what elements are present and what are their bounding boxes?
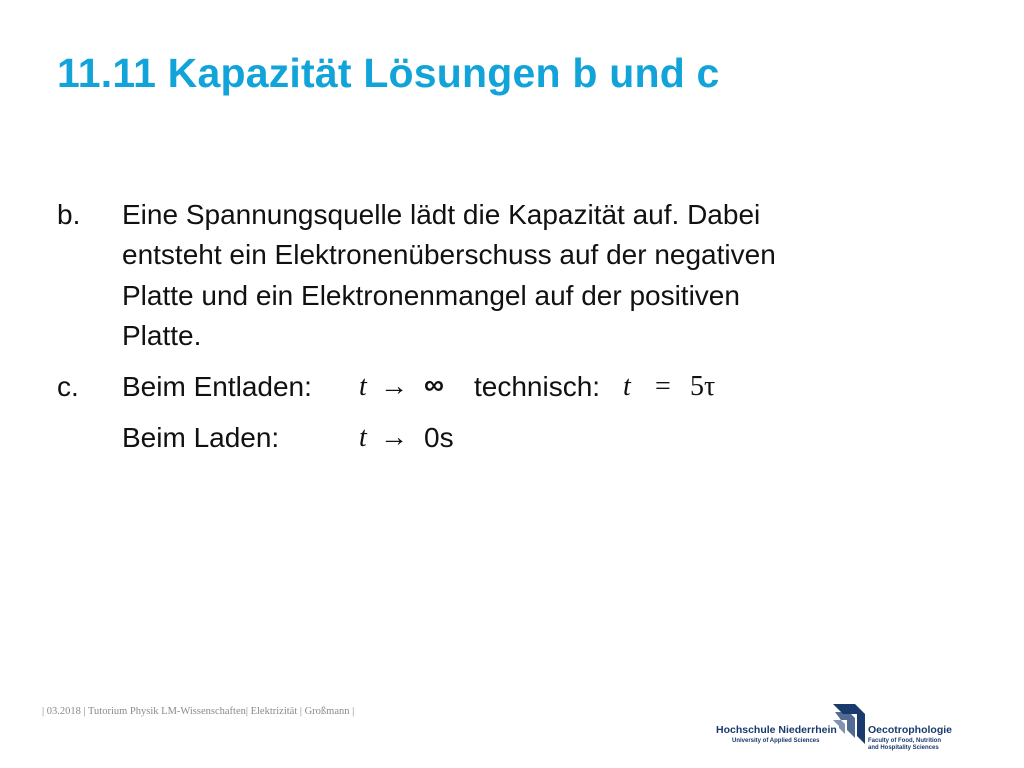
item-b-line-4: Platte. xyxy=(122,320,202,351)
charge-limit: 0s xyxy=(424,422,454,453)
technical-label: technisch: xyxy=(474,371,601,402)
faculty-subtitle-1: Faculty of Food, Nutrition xyxy=(868,738,941,744)
item-b-line-2: entsteht ein Elektronenüberschuss auf der negativen xyxy=(122,239,776,270)
item-c-marker: c. xyxy=(57,371,79,402)
university-subtitle: University of Applied Sciences xyxy=(732,738,820,744)
discharge-arrow: → xyxy=(380,371,408,402)
discharge-label: Beim Entladen: xyxy=(122,371,312,402)
discharge-variable: t xyxy=(359,371,367,402)
charge-label: Beim Laden: xyxy=(122,422,280,453)
charge-arrow: → xyxy=(380,422,408,453)
technical-variable: t xyxy=(623,371,631,402)
discharge-infinity: ∞ xyxy=(424,369,444,400)
slide-title: 11.11 Kapazität Lösungen b und c xyxy=(57,50,720,96)
technical-value: 5τ xyxy=(690,371,716,402)
university-logo xyxy=(710,702,960,754)
faculty-subtitle-2: and Hospitality Sciences xyxy=(868,745,939,751)
footer-text: | 03.2018 | Tutorium Physik LM-Wissenschaften| Elektrizität | Großmann | xyxy=(42,706,355,717)
item-b-line-3: Platte und ein Elektronenmangel auf der positiven xyxy=(122,280,740,311)
item-b-marker: b. xyxy=(57,199,81,230)
item-b-line-1: Eine Spannungsquelle lädt die Kapazität auf. Dabei xyxy=(122,199,761,230)
logo-mark-icon xyxy=(833,704,865,744)
university-name: Hochschule Niederrhein xyxy=(716,724,837,736)
charge-variable: t xyxy=(359,422,367,453)
technical-equals: = xyxy=(655,371,671,402)
faculty-name: Oecotrophologie xyxy=(868,724,952,736)
